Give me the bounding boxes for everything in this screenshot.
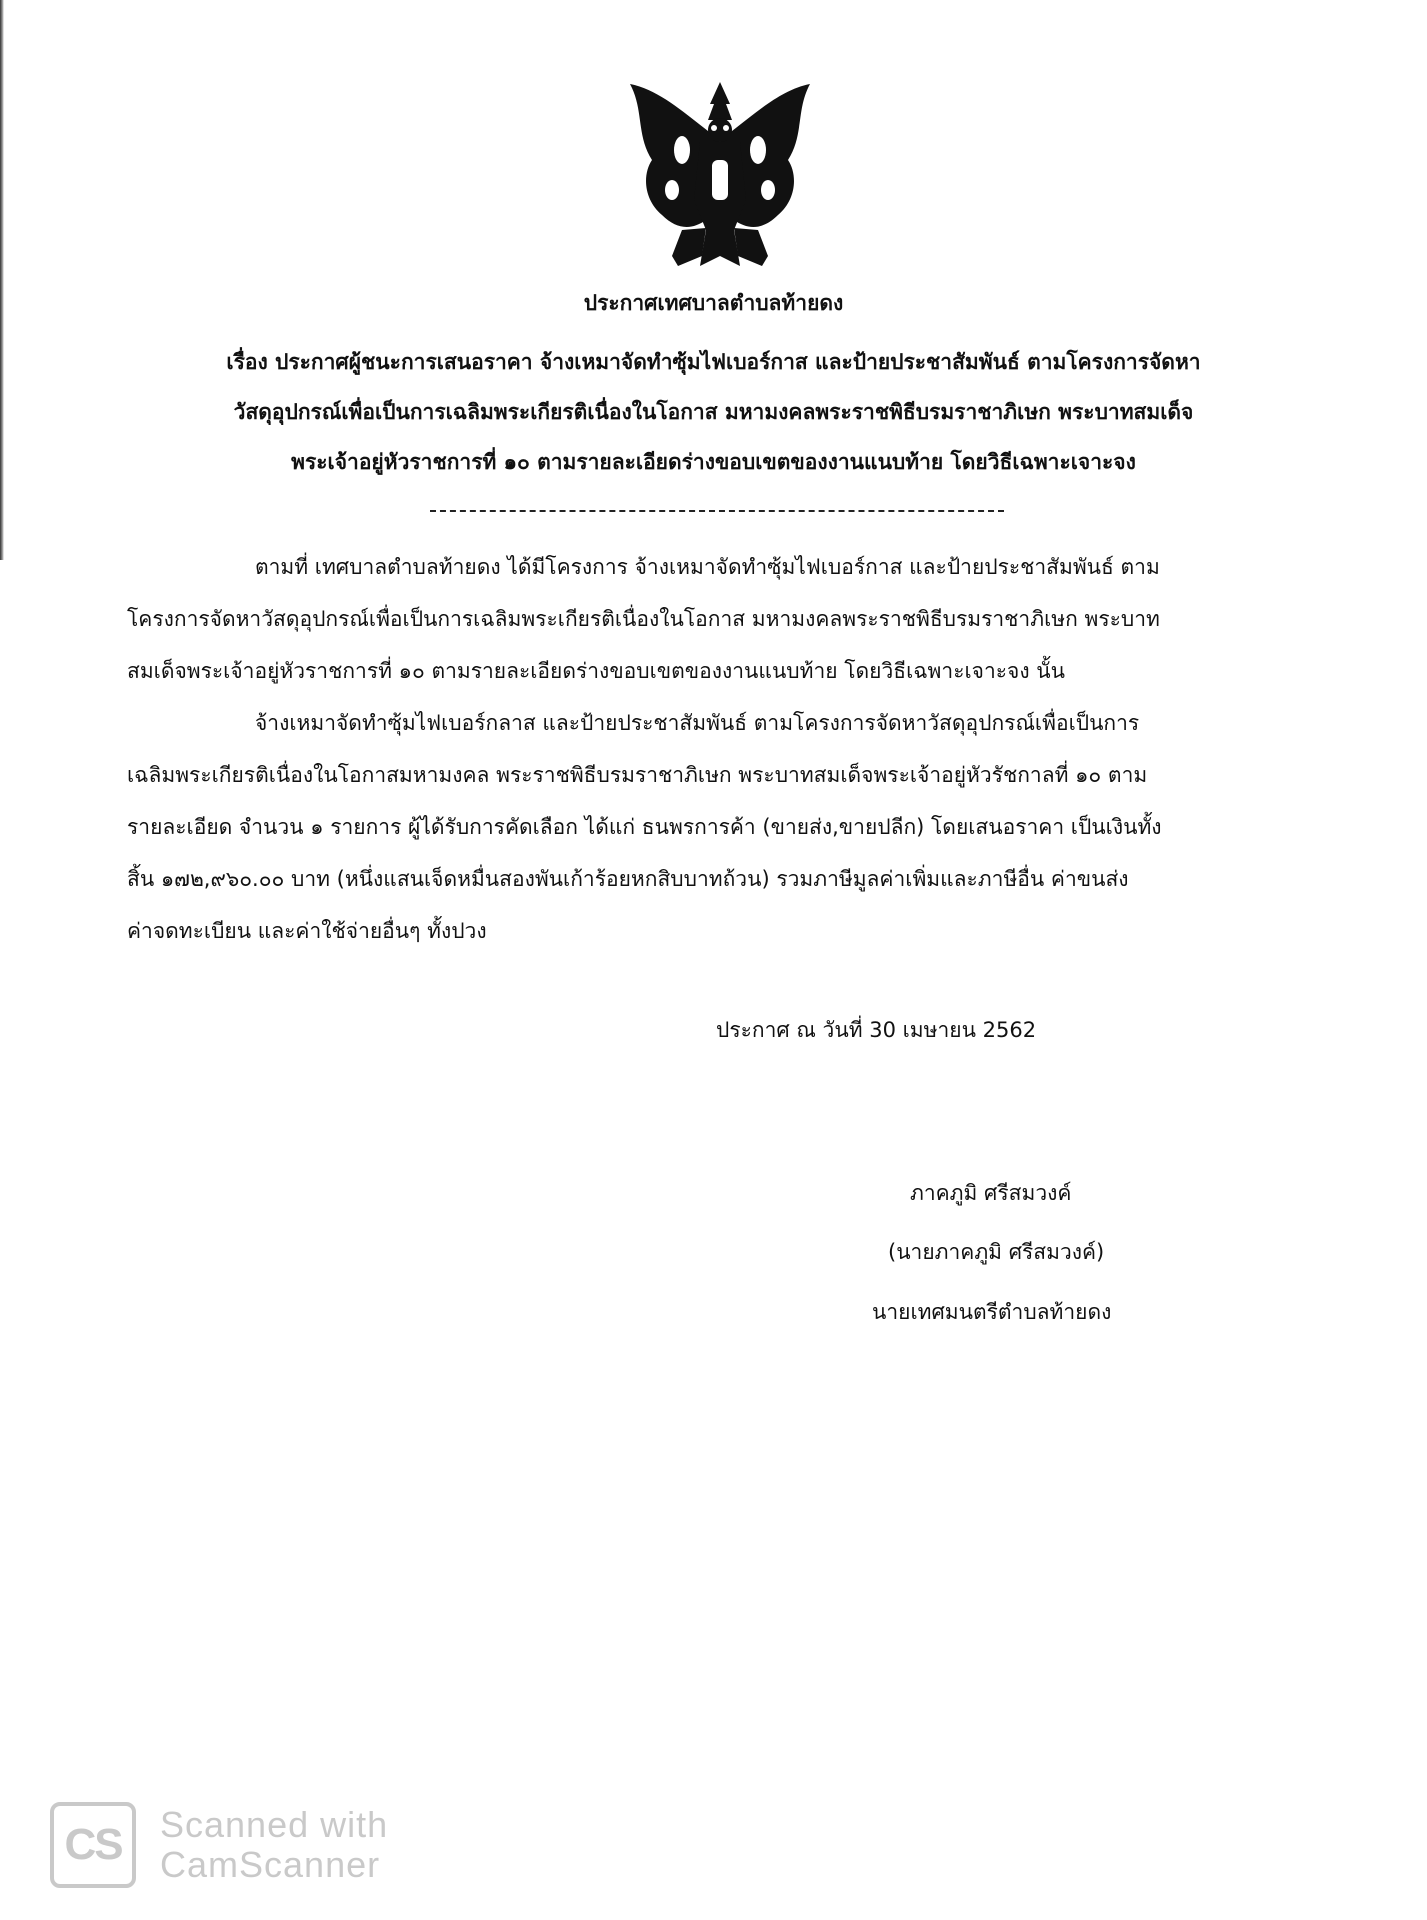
signer-position: นายเทศมนตรีตำบลท้ายดง [872, 1300, 1112, 1324]
announcement-date: ประกาศ ณ วันที่ 30 เมษายน 2562 [716, 1018, 1037, 1042]
watermark-line-1: Scanned with [160, 1804, 389, 1845]
camscanner-logo-icon: CS [50, 1802, 136, 1888]
paragraph2-line-1: จ้างเหมาจัดทำซุ้มไฟเบอร์กลาส และป้ายประชาสัมพันธ์ ตามโครงการจัดหาวัสดุอุปกรณ์เพื่อเป็นการ [255, 711, 1140, 735]
printed-name: (นายภาคภูมิ ศรีสมวงค์) [888, 1240, 1105, 1264]
paragraph2-line-5: ค่าจดทะเบียน และค่าใช้จ่ายอื่นๆ ทั้งปวง [127, 919, 487, 943]
watermark-line-2: CamScanner [160, 1844, 381, 1885]
scan-edge-shadow [0, 0, 4, 560]
camscanner-watermark [50, 1800, 388, 1890]
paragraph1-line-1: ตามที่ เทศบาลตำบลท้ายดง ได้มีโครงการ จ้างเหมาจัดทำซุ้มไฟเบอร์กาส และป้ายประชาสัมพันธ์ ตาม [255, 555, 1160, 579]
document-title: ประกาศเทศบาลตำบลท้ายดง [583, 291, 844, 315]
subject-line-1: เรื่อง ประกาศผู้ชนะการเสนอราคา จ้างเหมาจัดทำซุ้มไฟเบอร์กาส และป้ายประชาสัมพันธ์ ตามโครงการจัดหา [226, 350, 1201, 374]
signed-name: ภาคภูมิ ศรีสมวงค์ [910, 1181, 1072, 1205]
garuda-emblem-icon [622, 80, 818, 272]
paragraph1-line-2: โครงการจัดหาวัสดุอุปกรณ์เพื่อเป็นการเฉลิมพระเกียรติเนื่องในโอกาส มหามงคลพระราชพิธีบรมราชาภิเษก พระบาท [127, 607, 1160, 631]
paragraph2-line-2: เฉลิมพระเกียรติเนื่องในโอกาสมหามงคล พระราชพิธีบรมราชาภิเษก พระบาทสมเด็จพระเจ้าอยู่หัวรัชกาลที่ ๑๐ ตาม [127, 763, 1148, 787]
subject-line-3: พระเจ้าอยู่หัวราชการที่ ๑๐ ตามรายละเอียดร่างขอบเขตของงานแนบท้าย โดยวิธีเฉพาะเจาะจง [291, 450, 1136, 474]
subject-line-2: วัสดุอุปกรณ์เพื่อเป็นการเฉลิมพระเกียรติเนื่องในโอกาส มหามงคลพระราชพิธีบรมราชาภิเษก พระบาทสมเด็จ [233, 400, 1194, 424]
watermark-text [160, 1805, 388, 1885]
paragraph2-line-4: สิ้น ๑๗๒,๙๖๐.๐๐ บาท (หนึ่งแสนเจ็ดหมื่นสองพันเก้าร้อยหกสิบบาทถ้วน) รวมภาษีมูลค่าเพิ่มและภาษีอื่น ค่าขนส่ง [127, 867, 1129, 891]
paragraph2-line-3: รายละเอียด จำนวน ๑ รายการ ผู้ได้รับการคัดเลือก ได้แก่ ธนพรการค้า (ขายส่ง,ขายปลีก) โดยเสนอราคา เป็นเงินทั้ง [127, 815, 1162, 839]
paragraph1-line-3: สมเด็จพระเจ้าอยู่หัวราชการที่ ๑๐ ตามรายละเอียดร่างขอบเขตของงานแนบท้าย โดยวิธีเฉพาะเจาะจง นั้น [127, 659, 1065, 683]
divider [430, 510, 1004, 512]
